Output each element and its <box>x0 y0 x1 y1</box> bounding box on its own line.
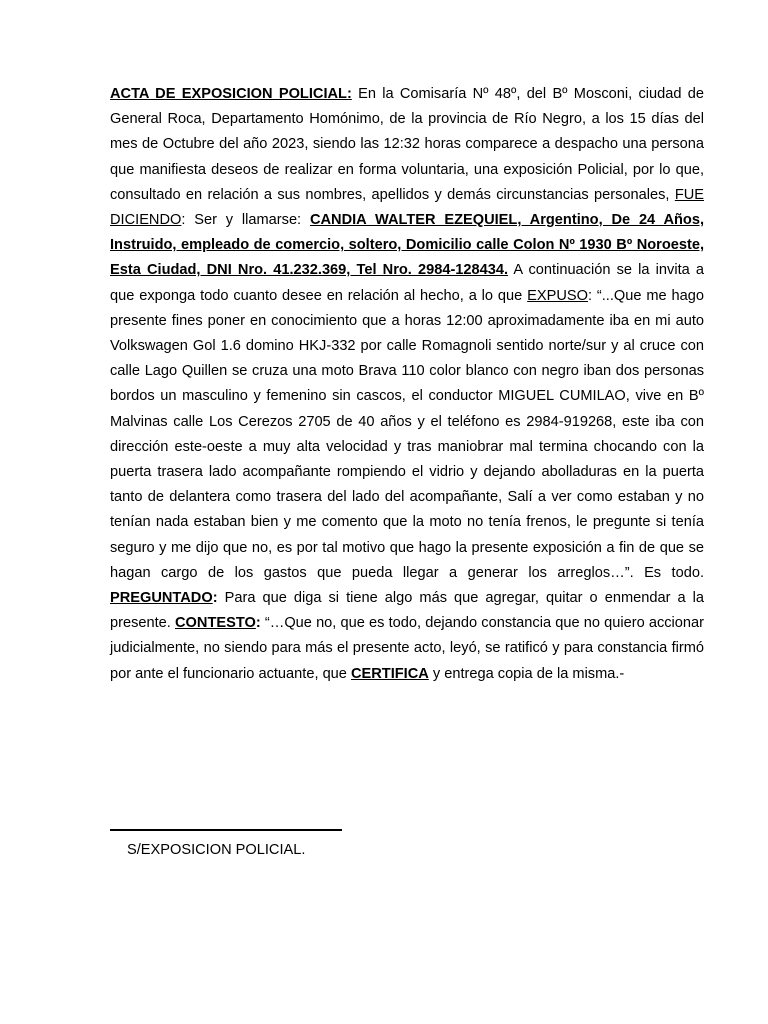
signature-caption: S/EXPOSICION POLICIAL. <box>127 842 306 858</box>
acta-body-paragraph <box>110 82 704 687</box>
expuso-label: EXPUSO <box>527 287 588 304</box>
acta-title: ACTA DE EXPOSICION POLICIAL: <box>110 86 352 102</box>
contesto-label: CONTESTO <box>175 615 256 632</box>
text-run: : <box>212 590 218 607</box>
declarant-identity: CANDIA WALTER EZEQUIEL, Argentino, De 24 Años, Instruido, empleado de comercio, soltero, Domicilio calle Colon Nº 1930 Bº Noroeste, Esta Ciudad, DNI Nro. 41.232.369, Tel Nro. 2984-128434. <box>110 212 705 279</box>
signature-line <box>110 829 342 831</box>
preguntado-label: PREGUNTADO <box>110 590 213 607</box>
text-run: : <box>255 615 261 632</box>
text-run: : Ser y llamarse: <box>181 212 310 229</box>
fue-diciendo-label: FUE DICIENDO <box>110 186 704 229</box>
statement-text: : “...Que me hago presente fines poner en conocimiento que a horas 12:00 aproximadamente iba en mi auto Volkswagen Gol 1.6 domino HKJ-332 por calle Romagnoli sentido norte/sur y al cruce con calle Lago Quillen se cruza una moto Brava 110 color blanco con negro iban dos personas bordos un masculino y femenino sin cascos, el conductor MIGUEL CUMILAO, vive en Bº Malvinas calle Los Cerezos 2705 de 40 años y el teléfono es 2984-919268, este iba con dirección este-oeste a muy alta velocidad y tras maniobrar mal termina chocando con la puerta trasera lado acompañante rompiendo el vidrio y dejando abolladuras en la puerta tanto de delantera como trasera del lado del acompañante, Salí a ver como estaban y no tenían nada estaban bien y me comento que la moto no tenía frenos, le pregunte si tenía seguro y me dijo que no, es por tal motivo que hago la presente exposición a fin de que se hagan cargo de los gastos que pueda llegar a generar los arreglos…”. Es todo. <box>110 287 704 581</box>
text-run: y entrega copia de la misma.- <box>428 665 625 682</box>
text-run: En la Comisaría Nº 48º, del Bº Mosconi, ciudad de General Roca, Departamento Homónimo, de la provincia de Río Negro, a los 15 días del mes de Octubre del año 2023, siendo las 12:32 horas comparece a despacho una persona que manifiesta deseos de realizar en forma voluntaria, una exposición Policial, por lo que, consultado en relación a sus nombres, apellidos y demás circunstancias personales, <box>110 86 704 203</box>
text-run: A continuación se la invita a que exponga todo cuanto desee en relación al hecho, a lo que <box>110 262 705 304</box>
text-run: Para que diga si tiene algo más que agregar, quitar o enmendar a la presente. <box>110 590 704 632</box>
text-run: “…Que no, que es todo, dejando constancia que no quiero accionar judicialmente, no siendo para más el presente acto, leyó, se ratificó y para constancia firmó por ante el funcionario actuante, que <box>110 615 705 682</box>
certifica-label: CERTIFICA <box>350 665 429 682</box>
